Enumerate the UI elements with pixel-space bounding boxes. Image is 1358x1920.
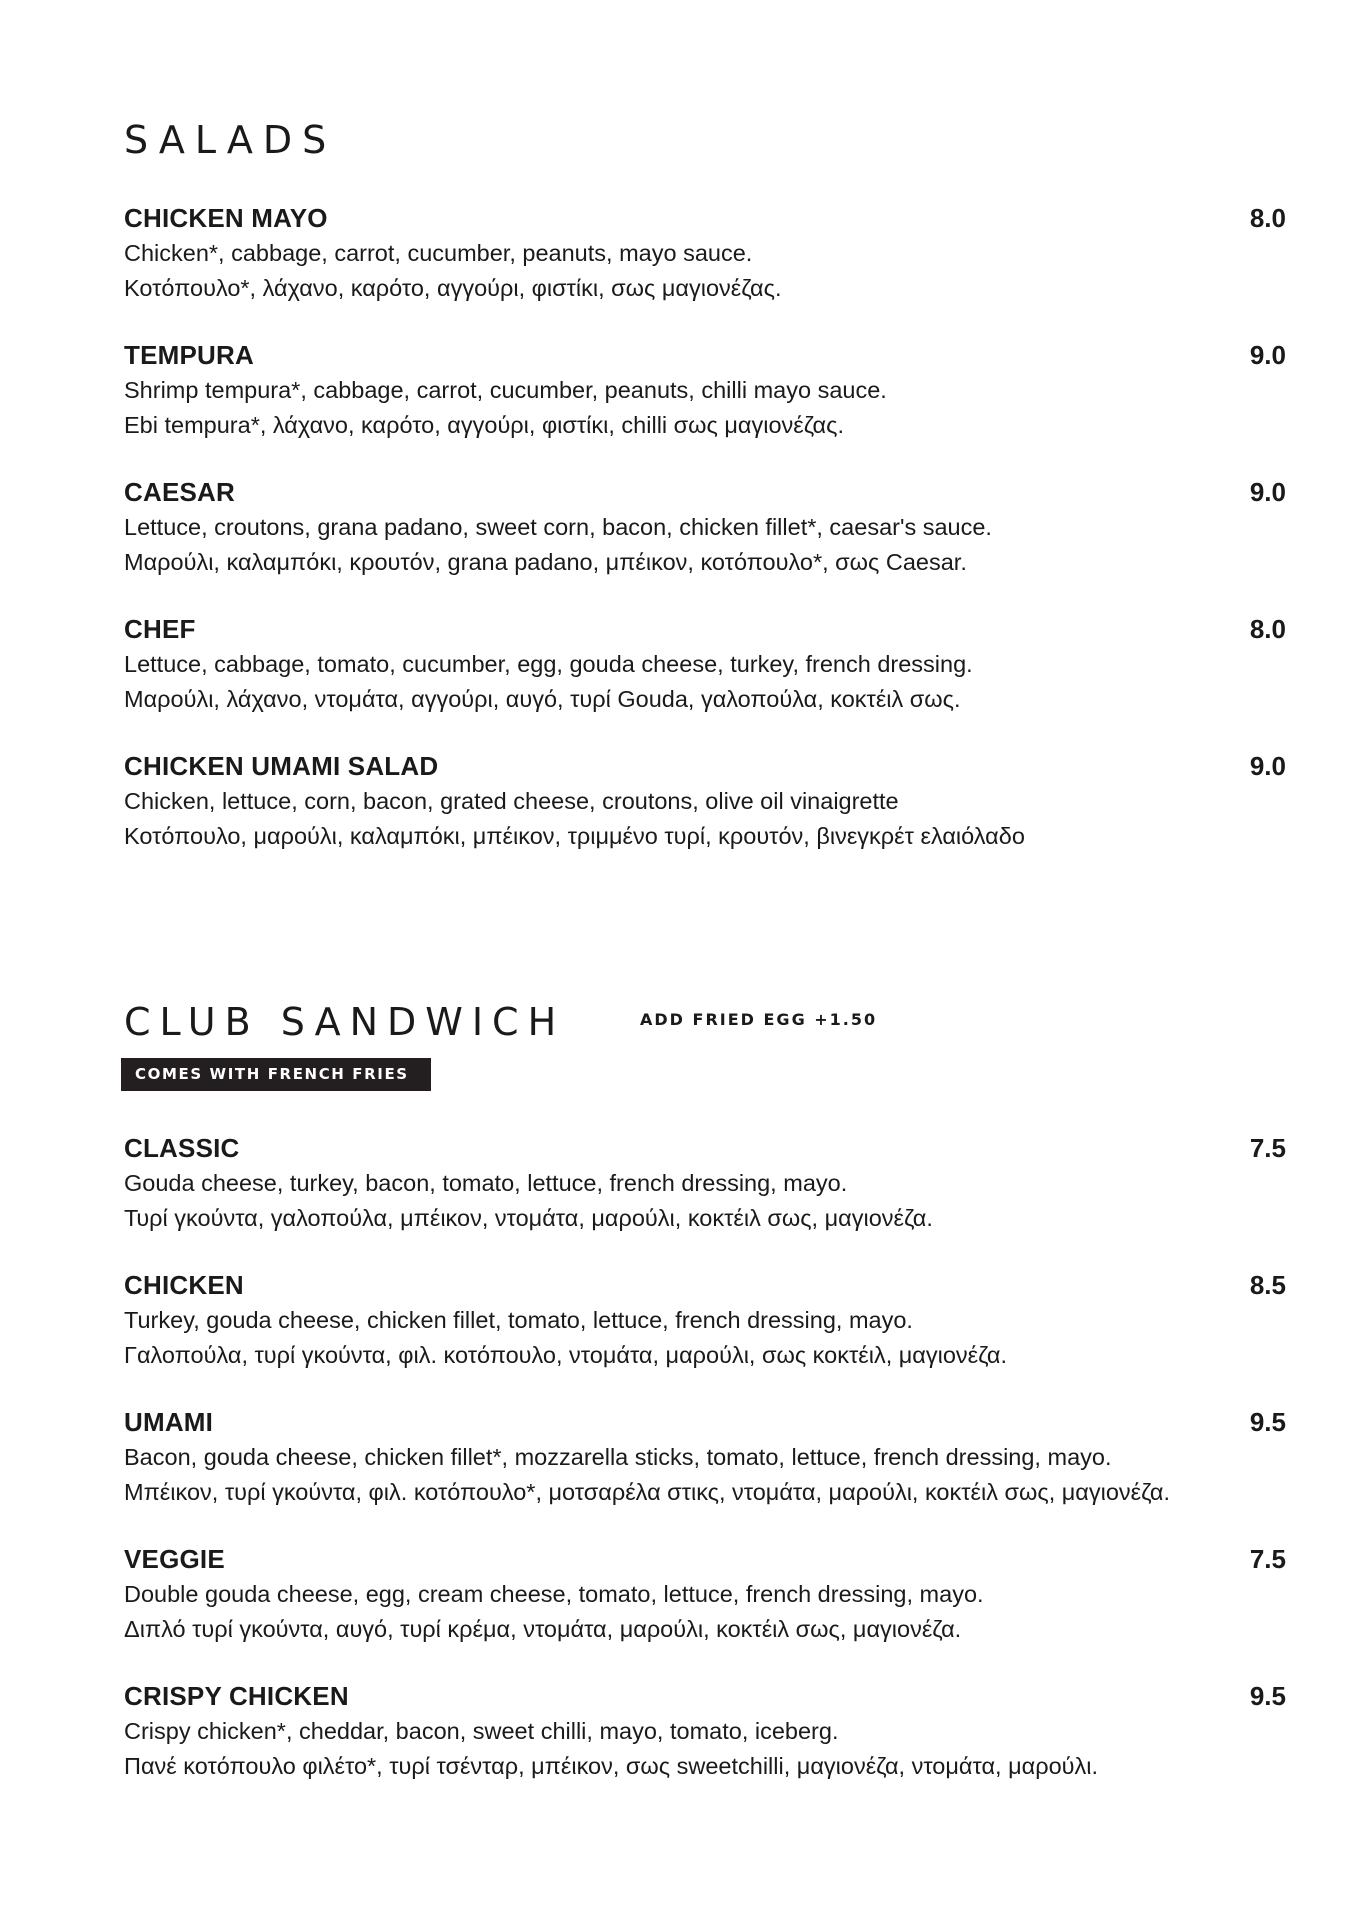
menu-item-header [124,1678,1286,1714]
menu-item-price: 9.0 [1249,340,1286,370]
menu-item-price: 8.0 [1249,614,1286,644]
menu-item-description-en: Lettuce, cabbage, tomato, cucumber, egg, gouda cheese, turkey, french dressing. [124,651,973,677]
menu-item-description-gr: Κοτόπουλο, μαρούλι, καλαμπόκι, μπέικον, τριμμένο τυρί, κρουτόν, βινεγκρέτ ελαιόλαδο [124,823,1025,849]
menu-item-description-en: Shrimp tempura*, cabbage, carrot, cucumber, peanuts, chilli mayo sauce. [124,377,887,403]
menu-item-veggie [124,1541,1286,1678]
menu-item-header [124,1130,1286,1166]
menu-item-description-en: Turkey, gouda cheese, chicken fillet, tomato, lettuce, french dressing, mayo. [124,1307,913,1333]
menu-item-description-gr: Διπλό τυρί γκούντα, αυγό, τυρί κρέμα, ντομάτα, μαρούλι, κοκτέιλ σως, μαγιονέζα. [124,1616,962,1642]
salads-item-list [124,200,1286,885]
menu-item-price: 8.5 [1249,1270,1286,1300]
menu-item-umami [124,1404,1286,1541]
menu-item-chicken-mayo [124,200,1286,337]
menu-item-name: CAESAR [124,477,235,507]
menu-item-price: 9.0 [1249,751,1286,781]
salads-section-title: SALADS [124,118,337,162]
menu-item-name: CHICKEN UMAMI SALAD [124,751,439,781]
menu-item-name: TEMPURA [124,340,254,370]
menu-item-header [124,611,1286,647]
menu-item-header [124,1404,1286,1440]
menu-item-description-gr: Γαλοπούλα, τυρί γκούντα, φιλ. κοτόπουλο, ντομάτα, μαρούλι, σως κοκτέιλ, μαγιονέζα. [124,1342,1008,1368]
menu-item-caesar [124,474,1286,611]
menu-item-description-gr: Ebi tempura*, λάχανο, καρότο, αγγούρι, φιστίκι, chilli σως μαγιονέζας. [124,412,844,438]
menu-item-header [124,1541,1286,1577]
menu-item-price: 9.5 [1249,1681,1286,1711]
menu-item-name: CRISPY CHICKEN [124,1681,349,1711]
menu-item-chicken-umami-salad [124,748,1286,885]
menu-item-crispy-chicken [124,1678,1286,1815]
menu-item-description-en: Chicken*, cabbage, carrot, cucumber, peanuts, mayo sauce. [124,240,753,266]
menu-item-description-gr: Τυρί γκούντα, γαλοπούλα, μπέικον, ντομάτα, μαρούλι, κοκτέιλ σως, μαγιονέζα. [124,1205,933,1231]
menu-item-chicken [124,1267,1286,1404]
menu-item-name: VEGGIE [124,1544,225,1574]
menu-item-header [124,474,1286,510]
menu-item-description-en: Crispy chicken*, cheddar, bacon, sweet chilli, mayo, tomato, iceberg. [124,1718,839,1744]
menu-item-header [124,200,1286,236]
menu-item-description-gr: Μπέικον, τυρί γκούντα, φιλ. κοτόπουλο*, μοτσαρέλα στικς, ντομάτα, μαρούλι, κοκτέιλ σως, μαγιονέζα. [124,1479,1171,1505]
menu-item-price: 7.5 [1249,1544,1286,1574]
menu-item-description-gr: Μαρούλι, καλαμπόκι, κρουτόν, grana padano, μπέικον, κοτόπουλο*, σως Caesar. [124,549,967,575]
menu-item-description-en: Double gouda cheese, egg, cream cheese, tomato, lettuce, french dressing, mayo. [124,1581,984,1607]
menu-item-name: UMAMI [124,1407,214,1437]
french-fries-badge: COMES WITH FRENCH FRIES [121,1058,431,1091]
menu-item-description-en: Bacon, gouda cheese, chicken fillet*, mozzarella sticks, tomato, lettuce, french dressing, mayo. [124,1444,1112,1470]
menu-item-description-en: Lettuce, croutons, grana padano, sweet corn, bacon, chicken fillet*, caesar's sauce. [124,514,992,540]
menu-item-description-gr: Πανέ κοτόπουλο φιλέτο*, τυρί τσένταρ, μπέικον, σως sweetchilli, μαγιονέζα, ντομάτα, μαρούλι. [124,1753,1099,1779]
menu-item-description-en: Chicken, lettuce, corn, bacon, grated cheese, croutons, olive oil vinaigrette [124,788,899,814]
menu-item-name: CLASSIC [124,1133,240,1163]
menu-item-price: 9.0 [1249,477,1286,507]
fried-egg-addon-note: ADD FRIED EGG +1.50 [640,1010,878,1029]
menu-item-description-gr: Κοτόπουλο*, λάχανο, καρότο, αγγούρι, φιστίκι, σως μαγιονέζας. [124,275,782,301]
menu-item-chef [124,611,1286,748]
menu-item-tempura [124,337,1286,474]
menu-item-header [124,748,1286,784]
menu-item-name: CHICKEN MAYO [124,203,328,233]
menu-item-classic [124,1130,1286,1267]
menu-item-price: 9.5 [1249,1407,1286,1437]
menu-item-name: CHEF [124,614,196,644]
club-sandwich-item-list [124,1130,1286,1815]
menu-item-price: 8.0 [1249,203,1286,233]
menu-item-header [124,1267,1286,1303]
menu-item-name: CHICKEN [124,1270,244,1300]
menu-item-header [124,337,1286,373]
menu-item-description-gr: Μαρούλι, λάχανο, ντομάτα, αγγούρι, αυγό, τυρί Gouda, γαλοπούλα, κοκτέιλ σως. [124,686,961,712]
menu-item-price: 7.5 [1249,1133,1286,1163]
menu-item-description-en: Gouda cheese, turkey, bacon, tomato, lettuce, french dressing, mayo. [124,1170,848,1196]
club-sandwich-section-title: CLUB SANDWICH [124,1000,566,1044]
